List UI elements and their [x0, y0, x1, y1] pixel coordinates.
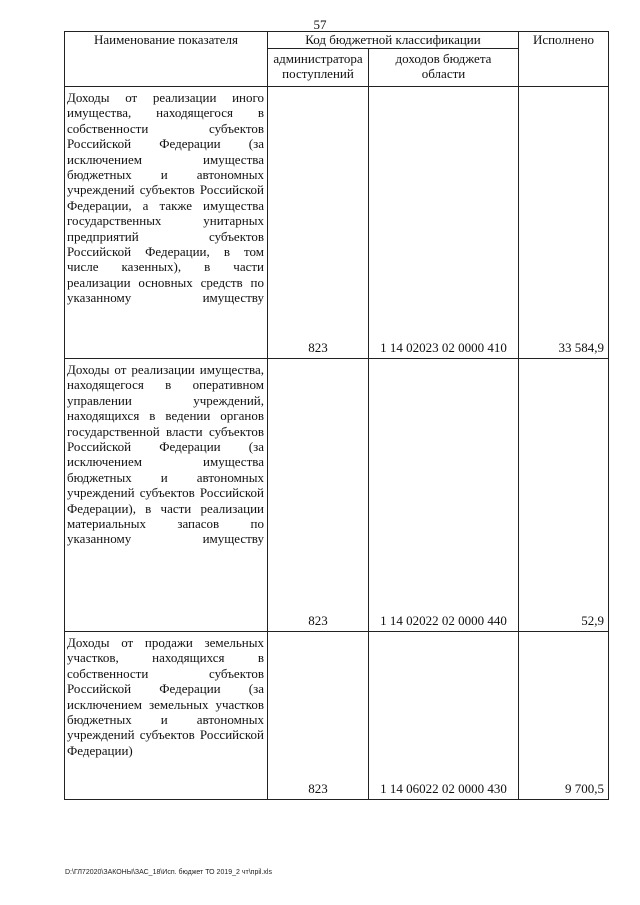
row-value: 52,9: [519, 359, 609, 632]
row-name: Доходы от реализации имущества, находящегося в оперативном управлении учреждений, находящихся в ведении органов государственной власти субъектов Российской Федерации (за исключением имущества бюджетных и автономных учреждений субъектов Российской Федерации), в части реализации материальных запасов по указанному имуществу: [65, 359, 268, 632]
header-name: Наименование показателя: [65, 32, 268, 87]
row-income-code: 1 14 02022 02 0000 440: [369, 359, 519, 632]
row-income-code: 1 14 06022 02 0000 430: [369, 632, 519, 800]
table-row: [65, 632, 609, 800]
table-row: [65, 359, 609, 632]
header-income: доходов бюджета области: [369, 49, 519, 87]
row-name: Доходы от продажи земельных участков, находящихся в собственности субъектов Российской Федерации (за исключением земельных участков бюджетных и автономных учреждений субъектов Российской Федерации): [65, 632, 268, 800]
header-code: Код бюджетной классификации: [268, 32, 519, 49]
row-name: Доходы от реализации иного имущества, находящегося в собственности субъектов Российской Федерации (за исключением имущества бюджетных и автономных учреждений субъектов Российской Федерации, а также имущества государственных унитарных предприятий субъектов Российской Федерации, в том числе казенных), в части реализации основных средств по указанному имуществу: [65, 87, 268, 359]
row-admin-code: 823: [268, 359, 369, 632]
page-number: 57: [313, 17, 327, 32]
row-income-code: 1 14 02023 02 0000 410: [369, 87, 519, 359]
header-executed: Исполнено: [519, 32, 609, 87]
header-admin: администратора поступлений: [268, 49, 369, 87]
row-value: 33 584,9: [519, 87, 609, 359]
table-row: [65, 87, 609, 359]
row-admin-code: 823: [268, 632, 369, 800]
row-admin-code: 823: [268, 87, 369, 359]
budget-table: [64, 31, 609, 800]
row-value: 9 700,5: [519, 632, 609, 800]
footer-file-path: D:\ГЛ72020\ЗАКОНЫ\ЗАС_18\Исп. бюджет ТО 2019_2 чт\прil.xls: [65, 869, 272, 876]
